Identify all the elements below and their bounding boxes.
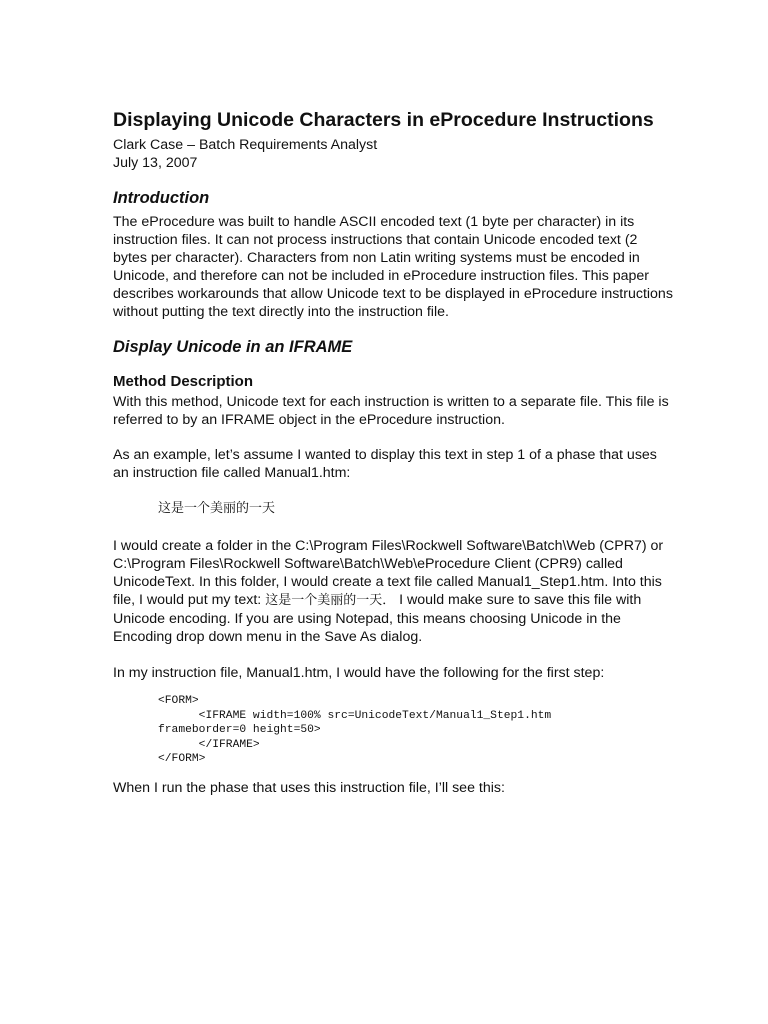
method-description-heading: Method Description [113,373,254,390]
date-line: July 13, 2007 [113,155,198,171]
introduction-heading: Introduction [113,189,210,207]
iframe-code-block: <FORM> <IFRAME width=100% src=UnicodeText/Manual1_Step1.htm frameborder=0 height=50> </IFRAME> </FORM> [158,695,552,765]
folder-text-after: I would make sure to save this file with Unicode encoding. If you are using Notepad, this means choosing Unicode in the Encoding drop down menu in the Save As dialog. [113,592,642,645]
introduction-paragraph: The eProcedure was built to handle ASCII encoded text (1 byte per character) in its instruction files. It can not process instructions that contain Unicode encoded text (2 bytes per character). Characters from non Latin writing systems must be encoded in Unicode, and therefore can not be included in eProcedure instruction files. This paper describes workarounds that allow Unicode text to be displayed in eProcedure instructions without putting the text directly into the instruction file. [113,214,673,320]
section-heading: Display Unicode in an IFRAME [113,338,353,356]
document-body [113,108,673,797]
author-line: Clark Case – Batch Requirements Analyst [113,137,378,153]
method-paragraph: With this method, Unicode text for each instruction is written to a separate file. This file is referred to by an IFRAME object in the eProcedure instruction. [113,394,669,428]
inline-unicode-text: 这是一个美丽的一天． [265,593,396,608]
folder-instructions-paragraph [113,537,673,646]
instruction-file-paragraph: In my instruction file, Manual1.htm, I would have the following for the first step: [113,665,605,681]
document-title: Displaying Unicode Characters in eProcedure Instructions [113,109,654,131]
example-paragraph: As an example, let’s assume I wanted to display this text in step 1 of a phase that uses an instruction file called Manual1.htm: [113,447,657,481]
result-paragraph: When I run the phase that uses this instruction file, I’ll see this: [113,779,505,796]
folder-text-before: I would create a folder in the C:\Program Files\Rockwell Software\Batch\Web (CPR7) or C:\Program Files\Rockwell Software\Batch\Web\eProcedure Client (CPR9) called UnicodeText. In this folder, I would create a text file called Manual1_Step1.htm. Into this file, I would put my text: [113,538,664,608]
sample-unicode-text: 这是一个美丽的一天 [158,501,276,516]
